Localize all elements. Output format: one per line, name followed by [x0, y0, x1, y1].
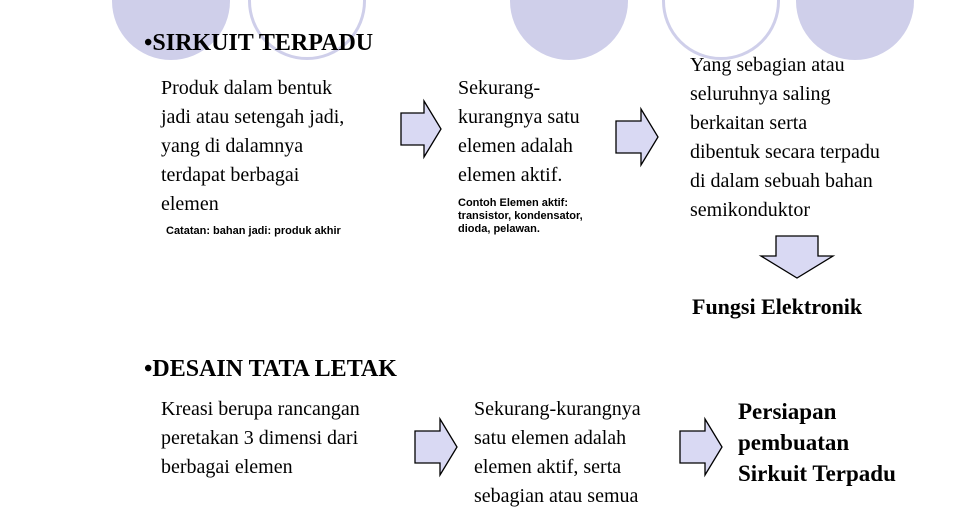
- right-arrow-icon: [615, 108, 659, 166]
- result-persiapan-pembuatan: Persiapan pembuatan Sirkuit Terpadu: [738, 399, 896, 486]
- section-heading-sirkuit-terpadu: •SIRKUIT TERPADU: [144, 30, 374, 56]
- right-arrow-icon: [679, 418, 723, 476]
- right-arrow-icon: [400, 100, 442, 158]
- result-fungsi-elektronik: Fungsi Elektronik: [692, 294, 863, 319]
- definition-text-produk: Produk dalam bentuk jadi atau setengah jadi, yang di dalamnya terdapat berbagai elemen: [161, 77, 345, 215]
- definition-text-sekurang-kurangnya: Sekurang-kurangnya satu elemen adalah elemen aktif, serta sebagian atau semua: [474, 398, 641, 507]
- right-arrow-icon: [414, 418, 458, 476]
- definition-text-kreasi: Kreasi berupa rancangan peretakan 3 dimensi dari berbagai elemen: [161, 398, 360, 478]
- section-heading-desain-tata-letak: •DESAIN TATA LETAK: [144, 356, 397, 382]
- note-contoh-elemen-aktif: Contoh Elemen aktif: transistor, kondensator, dioda, pelawan.: [458, 197, 583, 235]
- definition-text-elemen-aktif: Sekurang- kurangnya satu elemen adalah elemen aktif.: [458, 77, 580, 186]
- decorative-circle-2: [510, 0, 628, 60]
- note-catatan: Catatan: bahan jadi: produk akhir: [166, 225, 341, 237]
- definition-text-terpadu: Yang sebagian atau seluruhnya saling berkaitan serta dibentuk secara terpadu di dalam sebuah bahan semikonduktor: [690, 54, 880, 221]
- down-arrow-icon: [760, 235, 834, 279]
